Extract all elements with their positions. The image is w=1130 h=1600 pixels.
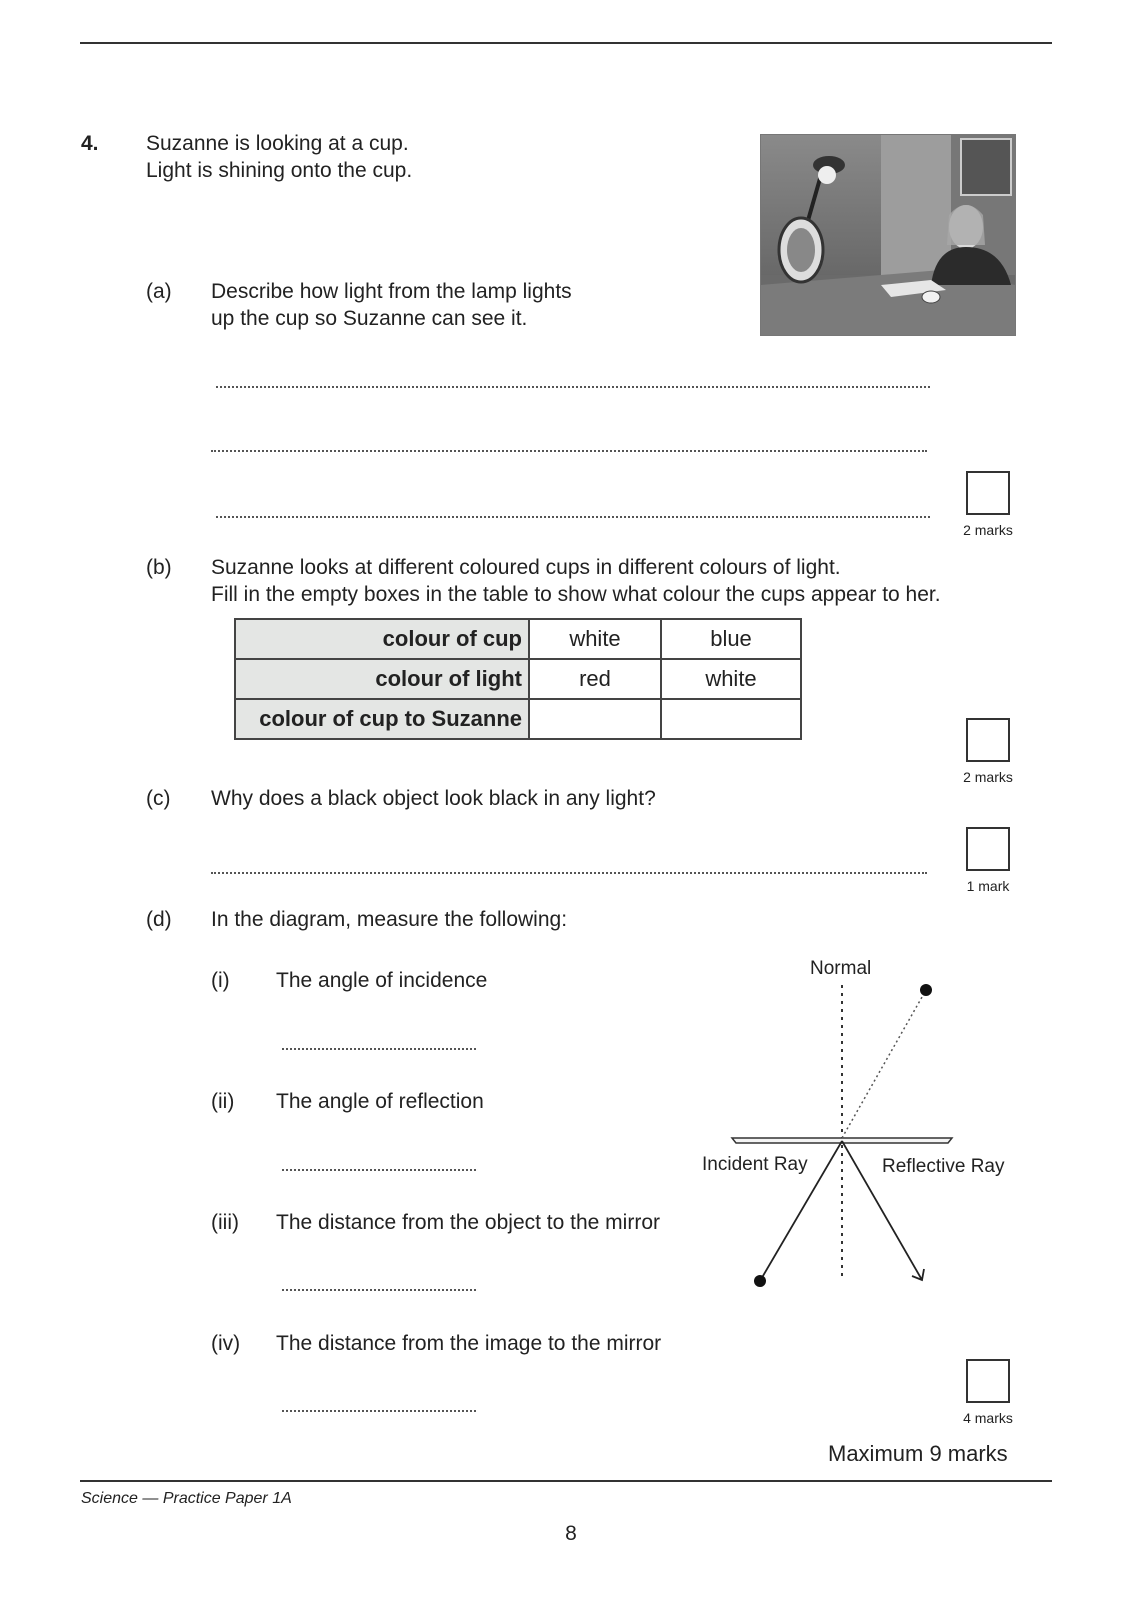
marks-box-d[interactable] [966,1359,1010,1403]
part-b-label: (b) [146,556,172,579]
answer-line-a2[interactable] [211,450,927,452]
page-number: 8 [565,1522,577,1545]
item-iv-text: The distance from the image to the mirror [276,1332,662,1355]
table-cell: red [529,659,661,699]
marks-label-c: 1 mark [966,878,1010,894]
marks-box-a[interactable] [966,471,1010,515]
marks-box-c[interactable] [966,827,1010,871]
item-iii-text: The distance from the object to the mirror [276,1211,660,1234]
footer-title: Science — Practice Paper 1A [81,1490,292,1507]
table-cell: blue [661,619,801,659]
incident-ray-label: Incident Ray [702,1154,808,1175]
normal-label: Normal [810,958,872,979]
table-row-colour-to-suzanne [235,699,801,739]
reflective-ray-label: Reflective Ray [882,1156,1005,1177]
table-row-colour-of-light [235,659,801,699]
photo-suzanne-with-cup [760,134,1016,336]
part-c-text: Why does a black object look black in any light? [211,787,656,810]
part-b-text-line1: Suzanne looks at different coloured cups in different colours of light. [211,556,841,579]
row-header: colour of cup [235,619,529,659]
answer-cell-2[interactable] [661,699,801,739]
row-header: colour of light [235,659,529,699]
maximum-marks: Maximum 9 marks [828,1441,1008,1466]
table-row-colour-of-cup [235,619,801,659]
item-iii-num: (iii) [211,1211,239,1234]
table-cell: white [529,619,661,659]
item-i-text: The angle of incidence [276,969,488,992]
question-intro-line1: Suzanne is looking at a cup. [146,132,409,155]
row-header: colour of cup to Suzanne [235,699,529,739]
part-d-text: In the diagram, measure the following: [211,908,568,931]
table-cell: white [661,659,801,699]
answer-line-d-iii[interactable] [282,1289,476,1291]
marks-label-a: 2 marks [963,522,1013,538]
virtual-ray [842,990,926,1138]
answer-line-a1[interactable] [216,386,930,388]
part-a-text-line1: Describe how light from the lamp lights [211,280,572,303]
image-point [920,984,932,996]
answer-line-d-ii[interactable] [282,1169,476,1171]
marks-box-b[interactable] [966,718,1010,762]
part-a-label: (a) [146,280,172,303]
part-b-text-line2: Fill in the empty boxes in the table to show what colour the cups appear to her. [211,583,941,606]
part-c-label: (c) [146,787,171,810]
answer-line-c[interactable] [211,872,927,874]
colour-table [234,618,802,740]
item-i-num: (i) [211,969,230,992]
answer-line-a3[interactable] [216,516,930,518]
item-iv-num: (iv) [211,1332,241,1355]
bottom-rule [80,1480,1052,1482]
part-d-label: (d) [146,908,172,931]
item-ii-text: The angle of reflection [276,1090,484,1113]
question-number: 4. [81,132,99,155]
marks-label-b: 2 marks [963,769,1013,785]
marks-label-d: 4 marks [963,1410,1013,1426]
answer-cell-1[interactable] [529,699,661,739]
object-point [754,1275,766,1287]
answer-line-d-iv[interactable] [282,1410,476,1412]
part-a-text-line2: up the cup so Suzanne can see it. [211,307,528,330]
item-ii-num: (ii) [211,1090,235,1113]
reflection-diagram [690,955,1030,1295]
question-intro-line2: Light is shining onto the cup. [146,159,413,182]
answer-line-d-i[interactable] [282,1048,476,1050]
top-rule [80,42,1052,44]
